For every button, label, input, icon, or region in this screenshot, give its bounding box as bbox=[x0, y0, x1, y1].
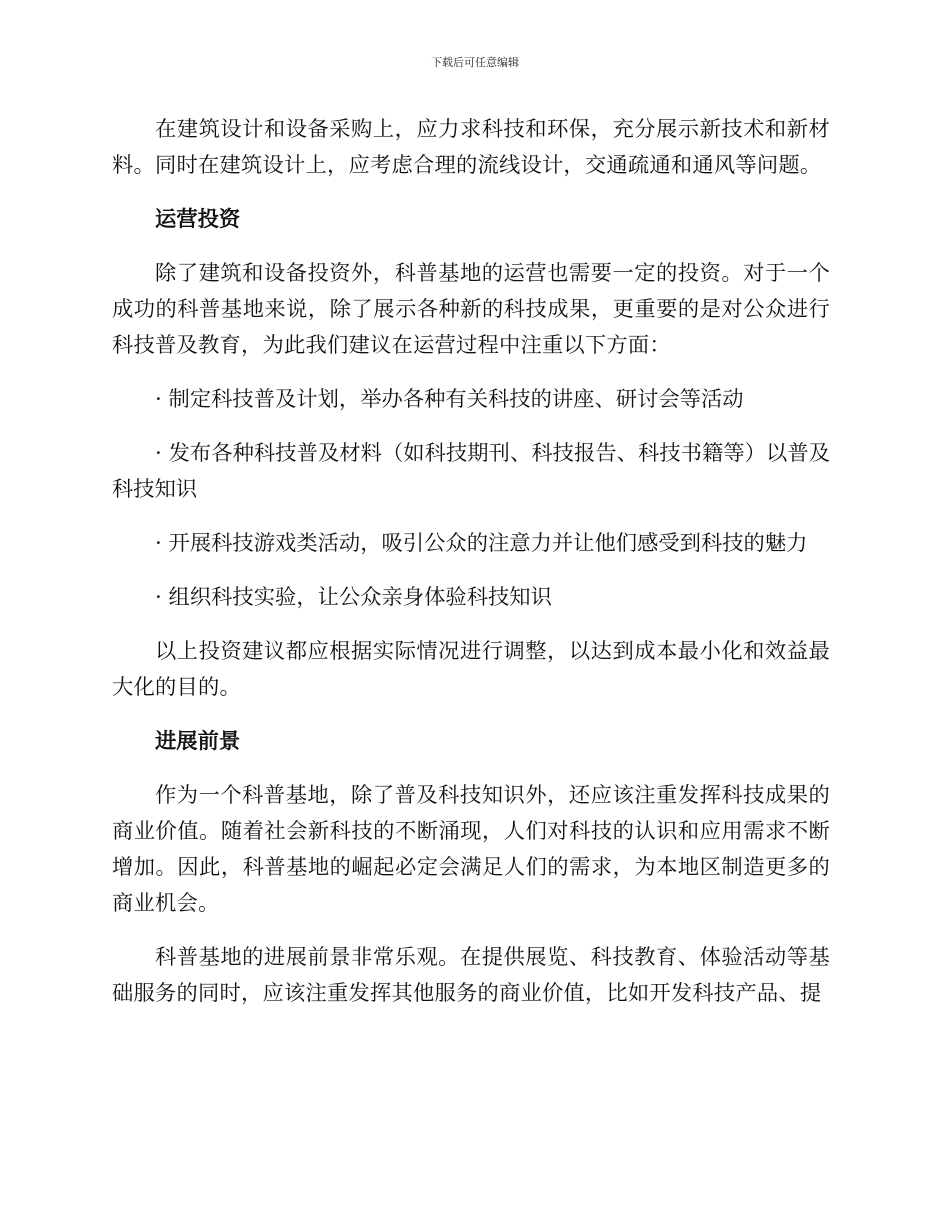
section-heading-operation-investment: 运营投资 bbox=[155, 207, 241, 232]
paragraph-prospects-outlook: 科普基地的进展前景非常乐观。在提供展览、科技教育、体验活动等基础服务的同时，应该注重发挥其他服务的商业价值，比如开发科技产品、提 bbox=[112, 945, 830, 1006]
paragraph-investment-adjustment: 以上投资建议都应根据实际情况进行调整，以达到成本最小化和效益最大化的目的。 bbox=[112, 639, 830, 700]
document-body bbox=[112, 112, 830, 1012]
bullet-item-materials: · 发布各种科技普及材料（如科技期刊、科技报告、科技书籍等）以普及科技知识 bbox=[112, 441, 830, 502]
paragraph-operation-investment: 除了建筑和设备投资外，科普基地的运营也需要一定的投资。对于一个成功的科普基地来说，除了展示各种新的科技成果，更重要的是对公众进行科技普及教育，为此我们建议在运营过程中注重以下方面： bbox=[112, 261, 830, 358]
bullet-item-experiments: · 组织科技实验，让公众亲身体验科技知识 bbox=[155, 585, 552, 610]
paragraph-building-design: 在建筑设计和设备采购上，应力求科技和环保，充分展示新技术和新材料。同时在建筑设计上，应考虑合理的流线设计，交通疏通和通风等问题。 bbox=[112, 117, 830, 178]
bullet-item-plan: · 制定科技普及计划，举办各种有关科技的讲座、研讨会等活动 bbox=[155, 387, 744, 412]
section-heading-development-prospects: 进展前景 bbox=[155, 729, 241, 754]
paragraph-commercial-value: 作为一个科普基地，除了普及科技知识外，还应该注重发挥科技成果的商业价值。随着社会新科技的不断涌现，人们对科技的认识和应用需求不断增加。因此，科普基地的崛起必定会满足人们的需求，为本地区制造更多的商业机会。 bbox=[112, 783, 830, 916]
bullet-item-games: · 开展科技游戏类活动，吸引公众的注意力并让他们感受到科技的魅力 bbox=[155, 531, 808, 556]
page-header: 下载后可任意编辑 bbox=[431, 56, 519, 69]
